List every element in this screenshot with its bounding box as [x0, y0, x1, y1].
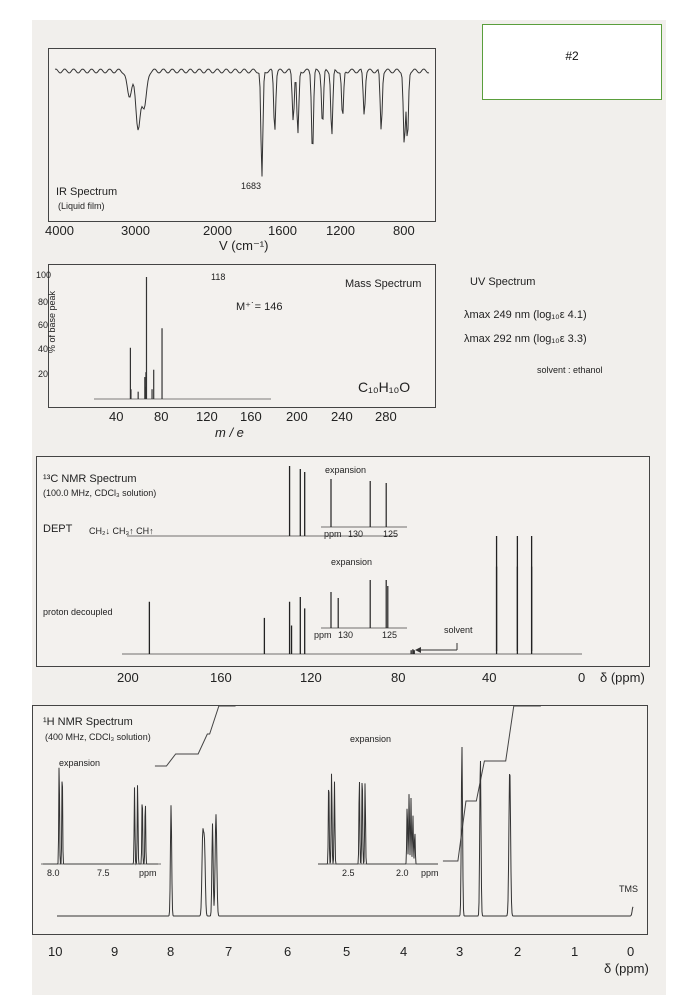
c13-x-unit: δ (ppm) [600, 670, 645, 685]
dept-exp-tick-130: 130 [348, 529, 364, 539]
dept-label: DEPT [43, 523, 73, 535]
decoupled-label: proton decoupled [43, 607, 113, 617]
ir-trace [55, 69, 429, 177]
h1-expansion-label-1: expansion [59, 758, 101, 768]
h1-xtick-6: 6 [284, 944, 292, 959]
uv-line-1: λmax 249 nm (log₁₀ε 4.1) [464, 309, 587, 321]
ir-tick-3000: 3000 [121, 223, 150, 238]
mass-ytick-40: 40 [38, 344, 49, 354]
mass-xtick-80: 80 [154, 409, 169, 424]
mass-formula: C₁₀H₁₀O [358, 379, 411, 395]
c13-exp-tick-130: 130 [338, 630, 354, 640]
h1-xtick-9: 9 [111, 944, 119, 959]
mass-title: Mass Spectrum [345, 278, 422, 290]
mass-ytick-80: 80 [38, 297, 49, 307]
ir-tick-800: 800 [393, 223, 415, 238]
dept-exp-tick-ppm: ppm [324, 529, 342, 539]
h1-xtick-10: 10 [48, 944, 63, 959]
h1-xtick-7: 7 [225, 944, 233, 959]
c13-xtick-200: 200 [117, 670, 139, 685]
mass-ytick-20: 20 [38, 369, 49, 379]
tms-label: TMS [619, 884, 638, 894]
c13-expansion-label: expansion [331, 557, 373, 567]
ir-tick-4000: 4000 [45, 223, 74, 238]
mass-xtick-200: 200 [286, 409, 308, 424]
h1-expansion-aliphatic-trace [318, 774, 438, 864]
h1-trace [57, 747, 633, 916]
mass-xtick-120: 120 [196, 409, 218, 424]
mass-xtick-280: 280 [375, 409, 397, 424]
c13-xtick-120: 120 [300, 670, 322, 685]
solvent-label: solvent [444, 625, 473, 635]
mass-xtick-40: 40 [109, 409, 124, 424]
h1-panel [32, 705, 648, 935]
solvent-arrow-head [415, 647, 421, 653]
dept-expansion-label: expansion [325, 465, 367, 475]
mass-xtick-240: 240 [331, 409, 353, 424]
mass-y-label: % of base peak [47, 290, 57, 353]
h1-exp1-tick-8: 8.0 [47, 868, 60, 878]
mass-molecular-ion: M⁺˙= 146 [236, 301, 283, 313]
mass-x-label: m / e [215, 425, 244, 440]
ir-tick-1200: 1200 [326, 223, 355, 238]
c13-xtick-80: 80 [391, 670, 406, 685]
ir-subtitle: (Liquid film) [58, 201, 105, 211]
ir-tick-2000: 2000 [203, 223, 232, 238]
h1-xtick-5: 5 [343, 944, 351, 959]
uv-title: UV Spectrum [470, 276, 536, 288]
h1-expansion-label-2: expansion [350, 734, 392, 744]
mass-ytick-60: 60 [38, 320, 49, 330]
h1-x-unit: δ (ppm) [604, 961, 649, 976]
c13-subtitle: (100.0 MHz, CDCl₃ solution) [43, 488, 157, 498]
problem-number-badge [482, 24, 662, 100]
c13-xtick-160: 160 [210, 670, 232, 685]
h1-exp1-tick-7.5: 7.5 [97, 868, 110, 878]
h1-xtick-4: 4 [400, 944, 408, 959]
h1-exp2-tick-ppm: ppm [421, 868, 439, 878]
c13-xtick-0: 0 [578, 670, 586, 685]
h1-xtick-8: 8 [167, 944, 175, 959]
c13-xtick-40: 40 [482, 670, 497, 685]
mass-ytick-100: 100 [36, 270, 52, 280]
h1-xtick-0: 0 [627, 944, 635, 959]
h1-xtick-1: 1 [571, 944, 579, 959]
ir-tick-1600: 1600 [268, 223, 297, 238]
c13-panel [36, 456, 650, 667]
h1-subtitle: (400 MHz, CDCl₃ solution) [45, 732, 151, 742]
mass-base-label: 118 [211, 272, 226, 282]
dept-legend: CH₂↓ CH₃↑ CH↑ [89, 526, 154, 536]
uv-line-2: λmax 292 nm (log₁₀ε 3.3) [464, 333, 587, 345]
ir-x-label: V (cm⁻¹) [219, 238, 269, 253]
c13-title: ¹³C NMR Spectrum [43, 473, 137, 485]
problem-number: #2 [565, 49, 579, 63]
h1-exp1-tick-ppm: ppm [139, 868, 157, 878]
dept-exp-tick-125: 125 [383, 529, 399, 539]
ir-panel [48, 48, 436, 222]
h1-xtick-3: 3 [456, 944, 464, 959]
h1-expansion-aromatic-trace [43, 768, 158, 864]
h1-xtick-2: 2 [514, 944, 522, 959]
mass-xtick-160: 160 [240, 409, 262, 424]
ir-peak-label: 1683 [241, 181, 262, 191]
ir-title: IR Spectrum [56, 186, 118, 198]
c13-exp-tick-ppm: ppm [314, 630, 332, 640]
c13-exp-tick-125: 125 [382, 630, 398, 640]
h1-exp2-tick-2.0: 2.0 [396, 868, 409, 878]
h1-exp2-tick-2.5: 2.5 [342, 868, 355, 878]
uv-solvent: solvent : ethanol [537, 365, 603, 375]
mass-panel [48, 264, 436, 408]
h1-title: ¹H NMR Spectrum [43, 716, 133, 728]
